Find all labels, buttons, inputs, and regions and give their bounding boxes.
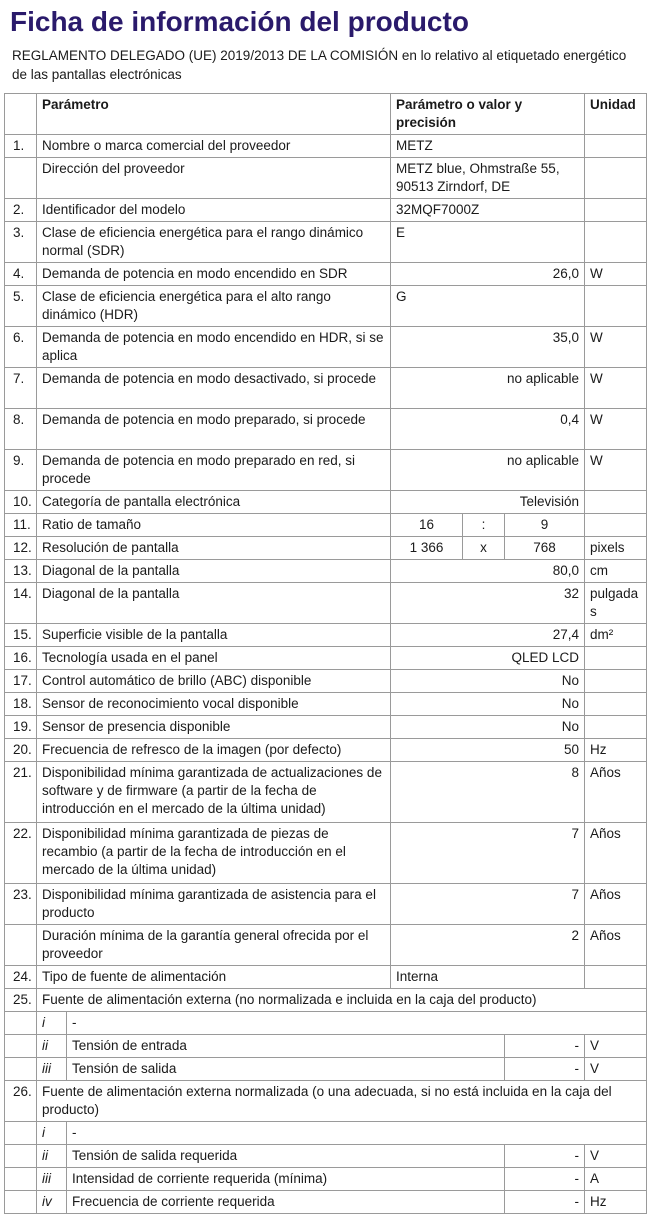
- sub-item-marker: iv: [37, 1191, 67, 1214]
- row-value: -: [505, 1168, 585, 1191]
- row-unit: W: [585, 327, 647, 368]
- table-row: [5, 368, 647, 409]
- row-label: Ratio de tamaño: [37, 514, 391, 537]
- sub-item-label: Intensidad de corriente requerida (mínima): [67, 1168, 505, 1191]
- table-row: [5, 135, 647, 158]
- row-number: 21.: [5, 762, 37, 823]
- row-number: 14.: [5, 583, 37, 624]
- row-value: -: [505, 1035, 585, 1058]
- table-row: [5, 762, 647, 823]
- sub-item-label: Tensión de salida: [67, 1058, 505, 1081]
- row-value: 0,4: [391, 409, 585, 450]
- ratio-separator: :: [463, 514, 505, 537]
- row-value: no aplicable: [391, 368, 585, 409]
- row-value: 32MQF7000Z: [391, 199, 585, 222]
- row-label: Categoría de pantalla electrónica: [37, 491, 391, 514]
- row-number: 18.: [5, 693, 37, 716]
- row-number: 19.: [5, 716, 37, 739]
- row-number: 9.: [5, 450, 37, 491]
- row-value: 7: [391, 884, 585, 925]
- table-row: [5, 514, 647, 537]
- table-row: [5, 823, 647, 884]
- row-label: Superficie visible de la pantalla: [37, 624, 391, 647]
- row-label: Disponibilidad mínima garantizada de asistencia para el producto: [37, 884, 391, 925]
- table-row: [5, 158, 647, 199]
- row-number: 2.: [5, 199, 37, 222]
- row-label: Identificador del modelo: [37, 199, 391, 222]
- row-unit: Años: [585, 823, 647, 884]
- row-number: 8.: [5, 409, 37, 450]
- table-row: [5, 884, 647, 925]
- row-number: 6.: [5, 327, 37, 368]
- row-label: Tipo de fuente de alimentación: [37, 966, 391, 989]
- table-row: [5, 286, 647, 327]
- row-number: [5, 1145, 37, 1168]
- row-label: Diagonal de la pantalla: [37, 583, 391, 624]
- row-number: 15.: [5, 624, 37, 647]
- row-label: Tecnología usada en el panel: [37, 647, 391, 670]
- row-number: 10.: [5, 491, 37, 514]
- row-unit: Hz: [585, 1191, 647, 1214]
- row-unit: pixels: [585, 537, 647, 560]
- row-value: No: [391, 670, 585, 693]
- row-label: Clase de eficiencia energética para el rango dinámico normal (SDR): [37, 222, 391, 263]
- product-info-table: [4, 93, 647, 1214]
- row-label: Demanda de potencia en modo desactivado, si procede: [37, 368, 391, 409]
- row-value: no aplicable: [391, 450, 585, 491]
- row-unit: [585, 158, 647, 199]
- table-header-row: [5, 94, 647, 135]
- row-value: Televisión: [391, 491, 585, 514]
- row-number: 20.: [5, 739, 37, 762]
- row-value: G: [391, 286, 585, 327]
- row-unit: [585, 514, 647, 537]
- row-unit: cm: [585, 560, 647, 583]
- row-number: 7.: [5, 368, 37, 409]
- table-row: [5, 583, 647, 624]
- sub-item-label: Tensión de entrada: [67, 1035, 505, 1058]
- row-value: 8: [391, 762, 585, 823]
- row-label: Duración mínima de la garantía general ofrecida por el proveedor: [37, 925, 391, 966]
- table-row: [5, 739, 647, 762]
- row-label: Nombre o marca comercial del proveedor: [37, 135, 391, 158]
- table-row: [5, 537, 647, 560]
- row-number: [5, 1191, 37, 1214]
- row-unit: [585, 286, 647, 327]
- row-value: 80,0: [391, 560, 585, 583]
- sub-item-marker: iii: [37, 1168, 67, 1191]
- table-row: [5, 1081, 647, 1122]
- row-value: -: [505, 1058, 585, 1081]
- table-row: [5, 327, 647, 368]
- table-row: [5, 647, 647, 670]
- row-number: [5, 925, 37, 966]
- row-number: [5, 1122, 37, 1145]
- ratio-height-value: 9: [505, 514, 585, 537]
- section-label: Fuente de alimentación externa normalizada (o una adecuada, si no está incluida en la caja del producto): [37, 1081, 647, 1122]
- row-unit: [585, 647, 647, 670]
- row-number: 22.: [5, 823, 37, 884]
- table-row: [5, 560, 647, 583]
- sub-item-label: Frecuencia de corriente requerida: [67, 1191, 505, 1214]
- row-unit: [585, 693, 647, 716]
- row-number: [5, 1168, 37, 1191]
- table-row: [5, 450, 647, 491]
- table-row: [5, 1145, 647, 1168]
- row-unit: [585, 135, 647, 158]
- row-unit: W: [585, 368, 647, 409]
- row-value: METZ: [391, 135, 585, 158]
- row-number: 23.: [5, 884, 37, 925]
- row-number: [5, 1058, 37, 1081]
- row-number: [5, 158, 37, 199]
- row-unit: [585, 670, 647, 693]
- page-title: Ficha de información del producto: [10, 6, 469, 37]
- row-number: 11.: [5, 514, 37, 537]
- row-unit: pulgadas: [585, 583, 647, 624]
- row-number: 3.: [5, 222, 37, 263]
- row-unit: W: [585, 450, 647, 491]
- row-label: Disponibilidad mínima garantizada de piezas de recambio (a partir de la fecha de introducción en el mercado de la última unidad): [37, 823, 391, 884]
- table-row: [5, 409, 647, 450]
- row-value: 32: [391, 583, 585, 624]
- row-value: 27,4: [391, 624, 585, 647]
- table-row: [5, 1168, 647, 1191]
- table-row: [5, 1035, 647, 1058]
- table-row: [5, 989, 647, 1012]
- sub-item-marker: ii: [37, 1145, 67, 1168]
- row-number: [5, 1012, 37, 1035]
- row-label: Dirección del proveedor: [37, 158, 391, 199]
- row-value: QLED LCD: [391, 647, 585, 670]
- table-row: [5, 966, 647, 989]
- row-unit: [585, 491, 647, 514]
- row-label: Sensor de presencia disponible: [37, 716, 391, 739]
- row-value: E: [391, 222, 585, 263]
- row-unit: W: [585, 263, 647, 286]
- sub-item-marker: ii: [37, 1035, 67, 1058]
- row-label: Resolución de pantalla: [37, 537, 391, 560]
- row-value: No: [391, 693, 585, 716]
- row-unit: Años: [585, 762, 647, 823]
- table-row: [5, 670, 647, 693]
- ratio-width-value: 16: [391, 514, 463, 537]
- row-number: 16.: [5, 647, 37, 670]
- table-row: [5, 491, 647, 514]
- row-unit: A: [585, 1168, 647, 1191]
- row-number: 24.: [5, 966, 37, 989]
- sub-item-label: Tensión de salida requerida: [67, 1145, 505, 1168]
- row-unit: Años: [585, 884, 647, 925]
- row-value: 35,0: [391, 327, 585, 368]
- row-unit: dm²: [585, 624, 647, 647]
- table-row: [5, 716, 647, 739]
- row-value: 7: [391, 823, 585, 884]
- row-label: Demanda de potencia en modo preparado, si procede: [37, 409, 391, 450]
- row-value: Interna: [391, 966, 585, 989]
- header-unit: Unidad: [585, 94, 647, 135]
- row-label: Diagonal de la pantalla: [37, 560, 391, 583]
- table-row: [5, 222, 647, 263]
- row-number: [5, 1035, 37, 1058]
- row-number: 17.: [5, 670, 37, 693]
- row-value: 2: [391, 925, 585, 966]
- row-unit: Hz: [585, 739, 647, 762]
- row-number: 1.: [5, 135, 37, 158]
- table-row: [5, 693, 647, 716]
- resolution-width-value: 1 366: [391, 537, 463, 560]
- row-label: Disponibilidad mínima garantizada de actualizaciones de software y de firmware (a partir de la fecha de introducción en el mercado de la última unidad): [37, 762, 391, 823]
- row-number: 13.: [5, 560, 37, 583]
- row-number: 4.: [5, 263, 37, 286]
- sub-item-marker: i: [37, 1122, 67, 1145]
- row-unit: [585, 199, 647, 222]
- row-value: 50: [391, 739, 585, 762]
- row-label: Clase de eficiencia energética para el alto rango dinámico (HDR): [37, 286, 391, 327]
- header-num-cell: [5, 94, 37, 135]
- table-row: [5, 925, 647, 966]
- row-label: Demanda de potencia en modo preparado en red, si procede: [37, 450, 391, 491]
- sub-item-label: -: [67, 1122, 647, 1145]
- table-row: [5, 1012, 647, 1035]
- row-unit: V: [585, 1035, 647, 1058]
- row-label: Control automático de brillo (ABC) disponible: [37, 670, 391, 693]
- sub-item-marker: i: [37, 1012, 67, 1035]
- header-value: Parámetro o valor y precisión: [391, 94, 585, 135]
- table-row: [5, 1058, 647, 1081]
- row-value: -: [505, 1145, 585, 1168]
- row-number: 26.: [5, 1081, 37, 1122]
- table-row: [5, 624, 647, 647]
- row-label: Sensor de reconocimiento vocal disponible: [37, 693, 391, 716]
- regulation-subtitle: REGLAMENTO DELEGADO (UE) 2019/2013 DE LA COMISIÓN en lo relativo al etiquetado energético de las pantallas electrónicas: [12, 48, 627, 82]
- row-unit: V: [585, 1145, 647, 1168]
- row-value: 26,0: [391, 263, 585, 286]
- header-parameter: Parámetro: [37, 94, 391, 135]
- row-label: Demanda de potencia en modo encendido en HDR, si se aplica: [37, 327, 391, 368]
- row-unit: Años: [585, 925, 647, 966]
- row-unit: [585, 716, 647, 739]
- table-row: [5, 1122, 647, 1145]
- row-unit: W: [585, 409, 647, 450]
- sub-item-label: -: [67, 1012, 647, 1035]
- table-row: [5, 1191, 647, 1214]
- row-number: 5.: [5, 286, 37, 327]
- section-label: Fuente de alimentación externa (no normalizada e incluida en la caja del producto): [37, 989, 647, 1012]
- row-number: 12.: [5, 537, 37, 560]
- table-row: [5, 263, 647, 286]
- resolution-height-value: 768: [505, 537, 585, 560]
- row-unit: [585, 222, 647, 263]
- row-unit: V: [585, 1058, 647, 1081]
- table-row: [5, 199, 647, 222]
- row-value: No: [391, 716, 585, 739]
- row-value: -: [505, 1191, 585, 1214]
- row-label: Frecuencia de refresco de la imagen (por defecto): [37, 739, 391, 762]
- row-value: METZ blue, Ohmstraße 55, 90513 Zirndorf, DE: [391, 158, 585, 199]
- row-unit: [585, 966, 647, 989]
- row-label: Demanda de potencia en modo encendido en SDR: [37, 263, 391, 286]
- resolution-separator: x: [463, 537, 505, 560]
- sub-item-marker: iii: [37, 1058, 67, 1081]
- row-number: 25.: [5, 989, 37, 1012]
